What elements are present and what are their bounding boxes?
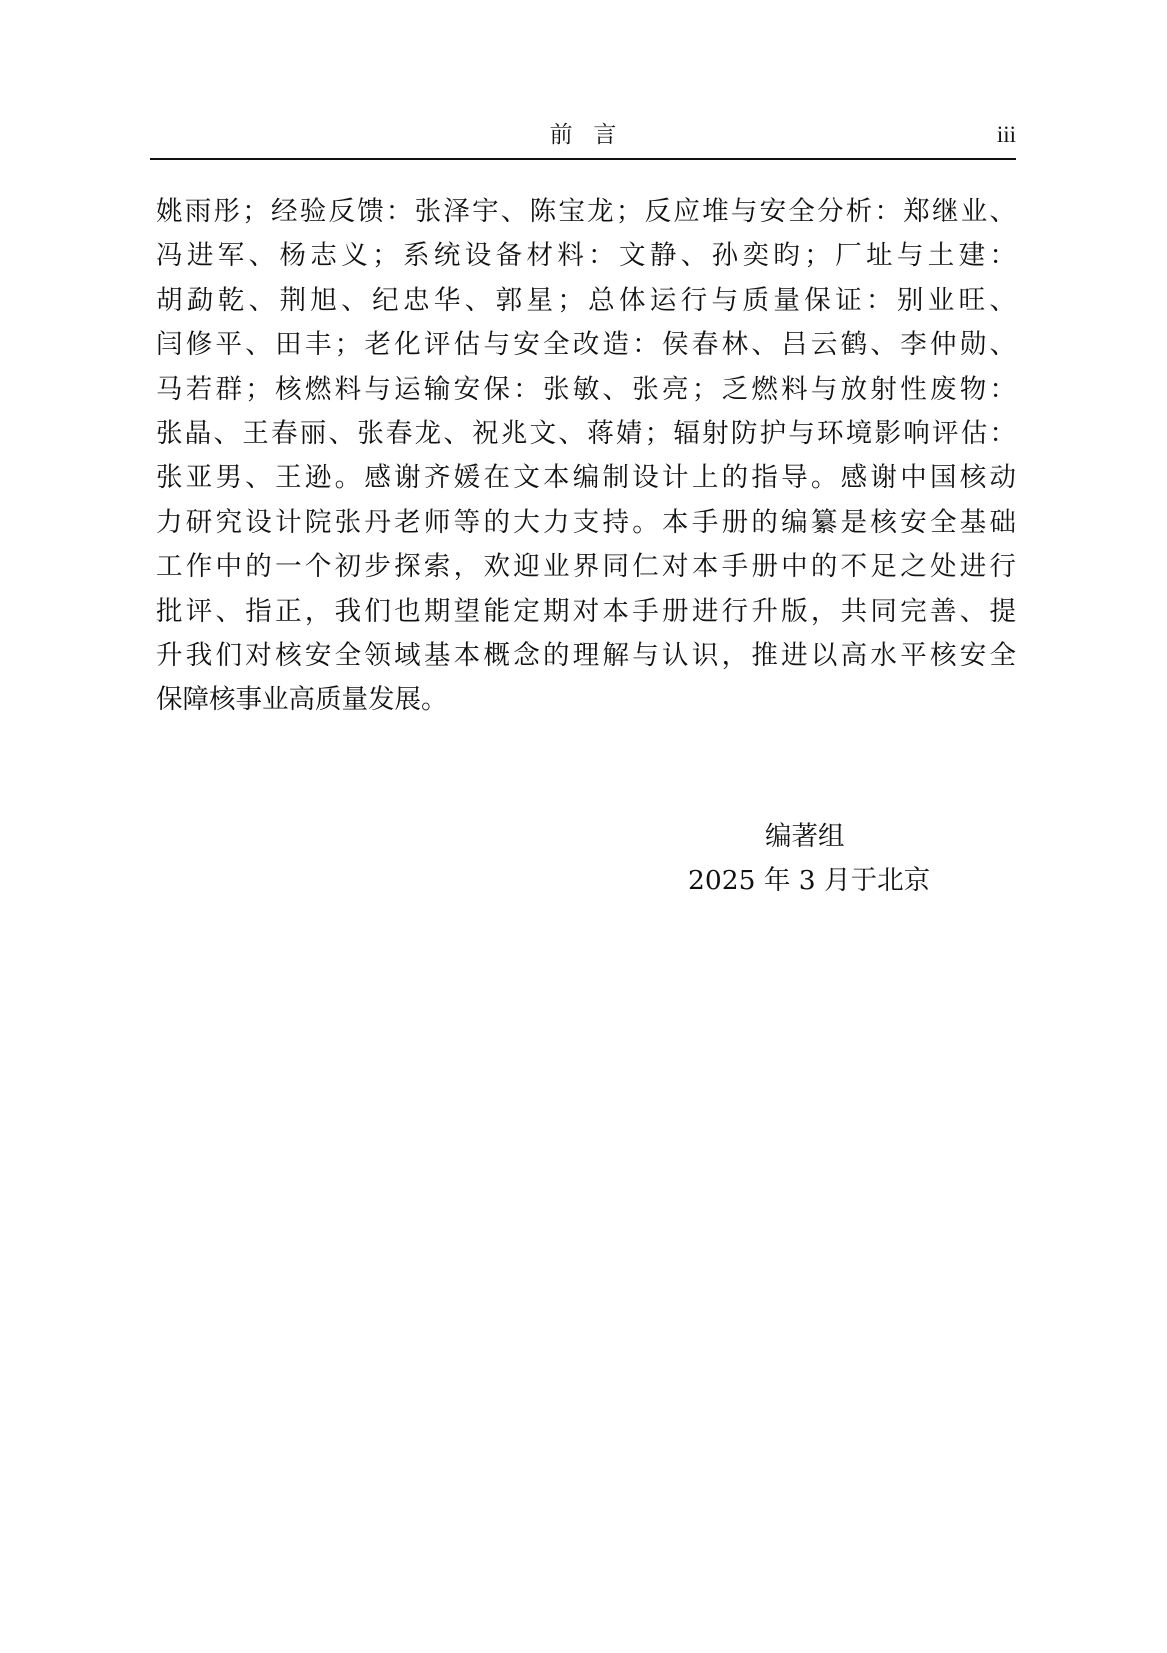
body-line: 张亚男、王逊。感谢齐媛在文本编制设计上的指导。感谢中国核动 [156, 462, 1016, 494]
body-line: 闫修平、田丰；老化评估与安全改造：侯春林、吕云鹤、李仲勋、 [156, 329, 1016, 361]
body-line: 批评、指正，我们也期望能定期对本手册进行升版，共同完善、提 [156, 595, 1016, 627]
body-line: 力研究设计院张丹老师等的大力支持。本手册的编纂是核安全基础 [156, 506, 1016, 538]
signature-date: 2025 年 3 月于北京 [688, 865, 931, 896]
body-line: 马若群；核燃料与运输安保：张敏、张亮；乏燃料与放射性废物： [156, 373, 1016, 405]
preface-body [156, 190, 1016, 723]
signature-organization: 编著组 [765, 821, 845, 852]
body-line: 冯进军、杨志义；系统设备材料：文静、孙奕昀；厂址与土建： [156, 240, 1016, 272]
body-line: 胡勐乾、荆旭、纪忠华、郭星；总体运行与质量保证：别业旺、 [156, 284, 1016, 316]
header-page-number: iii [996, 122, 1016, 147]
body-line: 张晶、王春丽、张春龙、祝兆文、蒋婧；辐射防护与环境影响评估： [156, 417, 1016, 449]
body-line: 升我们对核安全领域基本概念的理解与认识，推进以高水平核安全 [156, 639, 1016, 671]
header-rule [150, 158, 1016, 160]
running-header [150, 118, 1016, 158]
body-line: 保障核事业高质量发展。 [156, 684, 448, 716]
header-title: 前言 [549, 122, 638, 148]
body-line: 工作中的一个初步探索，欢迎业界同仁对本手册中的不足之处进行 [156, 551, 1016, 583]
body-line: 姚雨彤；经验反馈：张泽宇、陈宝龙；反应堆与安全分析：郑继业、 [156, 196, 1016, 227]
